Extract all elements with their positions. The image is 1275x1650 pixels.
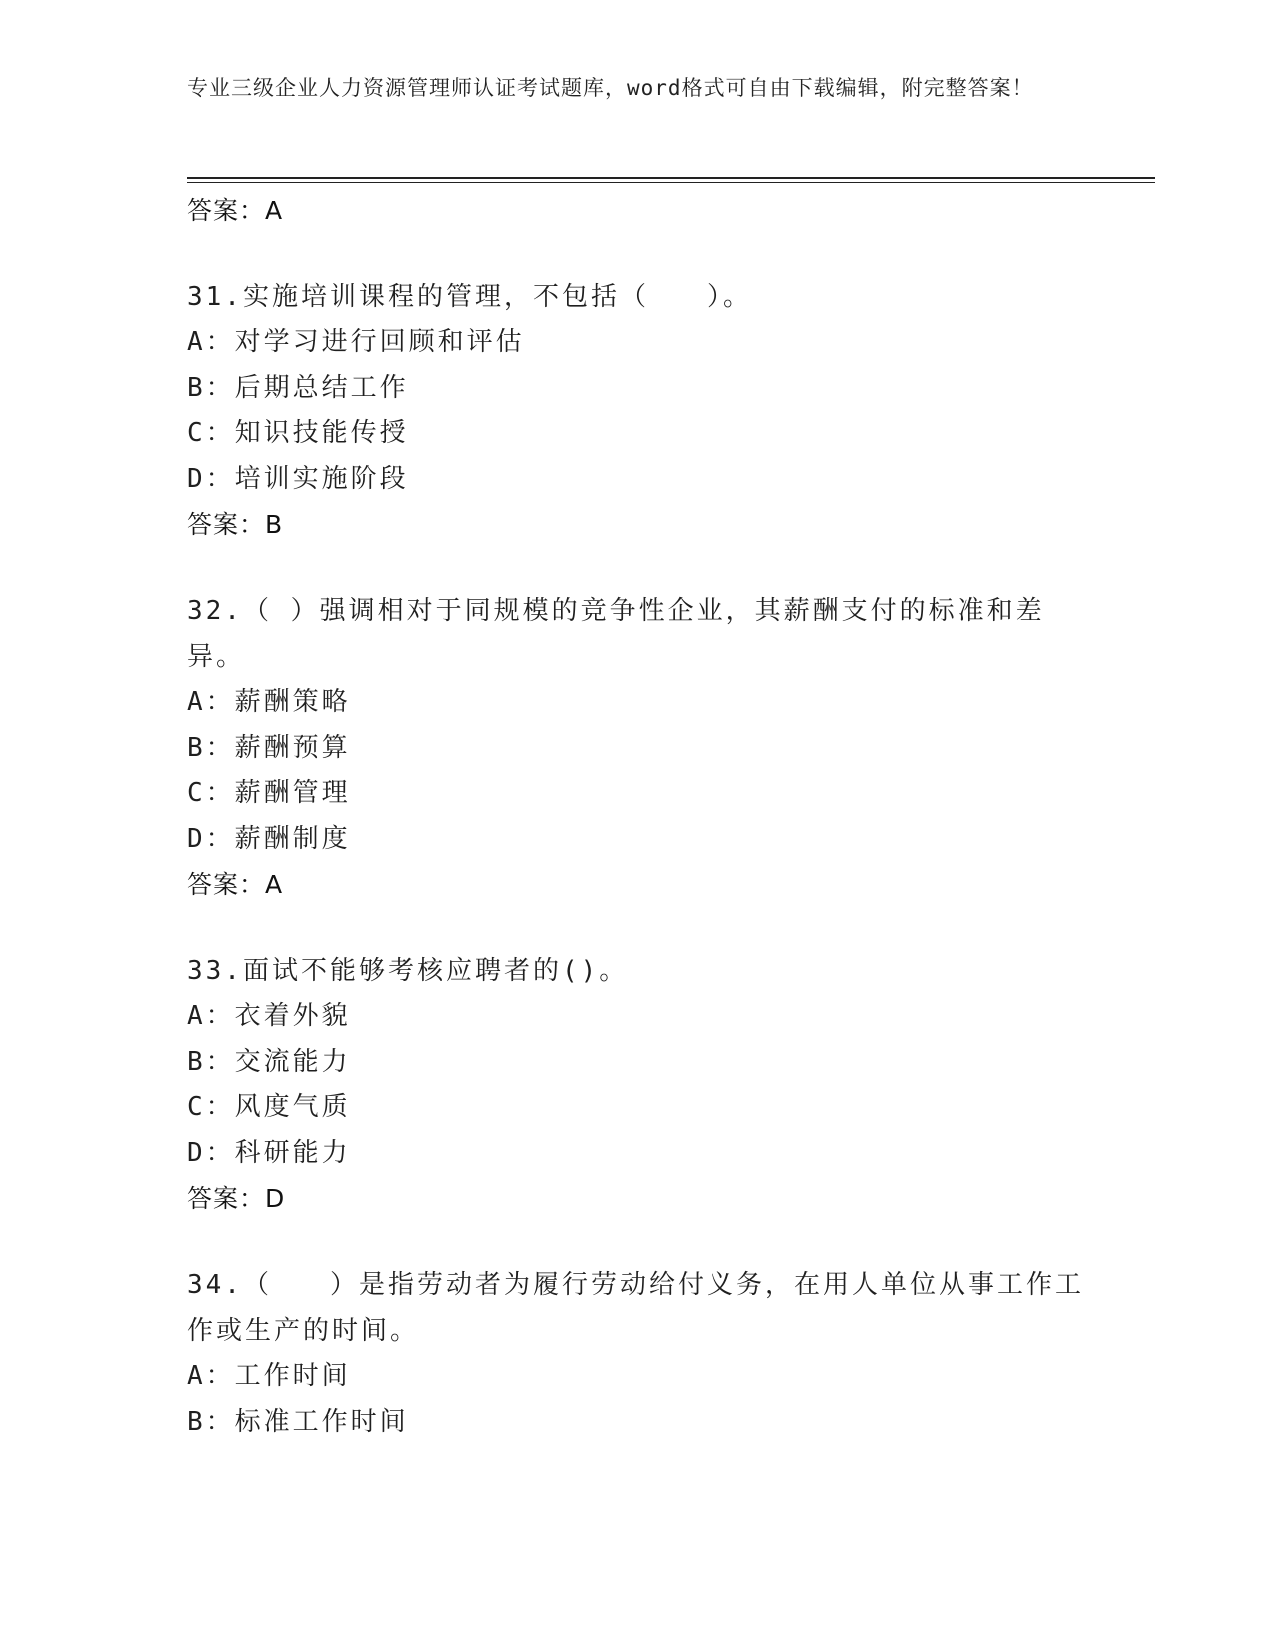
document-header: 专业三级企业人力资源管理师认证考试题库，word格式可自由下载编辑，附完整答案！ (187, 76, 1034, 100)
question-33 (187, 948, 1087, 1222)
option-b: B：标准工作时间 (187, 1406, 409, 1437)
question-list (187, 188, 1087, 1445)
option-a: A：衣着外貌 (187, 1001, 351, 1031)
option-c: C：风度气质 (187, 1092, 351, 1122)
option-d: D：科研能力 (187, 1137, 351, 1168)
option-c: C：知识技能传授 (187, 418, 409, 448)
answer-line: 答案：A (187, 870, 284, 899)
option-a: A：对学习进行回顾和评估 (187, 327, 525, 357)
answer-line: 答案：B (187, 510, 284, 539)
option-b: B：交流能力 (187, 1046, 351, 1077)
answer-line: 答案：D (187, 1184, 286, 1213)
option-c: C：薪酬管理 (187, 778, 351, 808)
header-rule-top (187, 177, 1155, 179)
question-stem: 33.面试不能够考核应聘者的()。 (187, 956, 629, 986)
option-d: D：薪酬制度 (187, 823, 351, 854)
question-34 (187, 1262, 1087, 1445)
option-a: A：薪酬策略 (187, 687, 351, 717)
question-stem: 34.（ ）是指劳动者为履行劳动给付义务，在用人单位从事工作工作或生产的时间。 (187, 1270, 1084, 1346)
header-rule-bottom (187, 182, 1155, 183)
option-b: B：后期总结工作 (187, 372, 409, 403)
question-32 (187, 588, 1087, 908)
question-31 (187, 274, 1087, 548)
option-a: A：工作时间 (187, 1361, 351, 1391)
answer-line: 答案：A (187, 196, 284, 225)
option-b: B：薪酬预算 (187, 732, 351, 763)
question-stem: 32.（ ）强调相对于同规模的竞争性企业，其薪酬支付的标准和差异。 (187, 596, 1045, 672)
question-stem: 31.实施培训课程的管理，不包括（ ）。 (187, 282, 752, 312)
option-d: D：培训实施阶段 (187, 463, 409, 494)
